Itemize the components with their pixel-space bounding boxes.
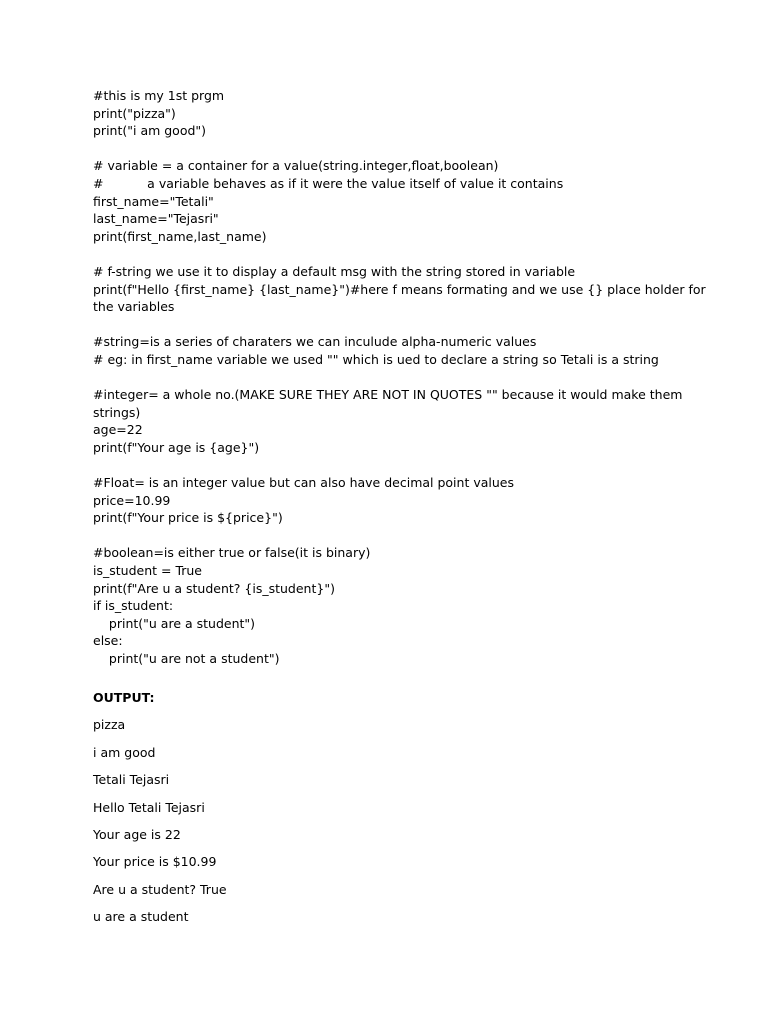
code-line: print("pizza"): [93, 105, 176, 121]
code-line: # variable = a container for a value(string.integer,float,boolean): [93, 158, 499, 174]
code-line: if is_student:: [93, 598, 174, 614]
output-line: pizza: [93, 717, 126, 733]
code-line: is_student = True: [93, 563, 202, 579]
code-line: #Float= is an integer value but can also have decimal point values: [93, 475, 514, 491]
code-line: last_name="Tejasri": [93, 211, 219, 227]
code-line: print("u are not a student"): [93, 651, 280, 666]
output-section: [93, 689, 713, 936]
code-line: # eg: in first_name variable we used "" which is ued to declare a string so Tetali is a string: [93, 351, 659, 367]
output-line: Are u a student? True: [93, 881, 227, 897]
output-line: Hello Tetali Tejasri: [93, 799, 205, 815]
output-line: i am good: [93, 744, 156, 760]
code-line: print("i am good"): [93, 123, 207, 139]
output-line: Your age is 22: [93, 826, 181, 842]
code-line: age=22: [93, 422, 143, 438]
code-line: [93, 527, 713, 545]
code-line: price=10.99: [93, 492, 171, 508]
code-line: print(f"Your price is ${price}"): [93, 510, 283, 526]
code-line: # f-string we use it to display a default msg with the string stored in variable: [93, 263, 576, 279]
code-line: #integer= a whole no.(MAKE SURE THEY ARE NOT IN QUOTES "" because it would make them strings): [93, 387, 687, 420]
code-block: [93, 87, 713, 668]
code-line: print(f"Hello {first_name} {last_name}")#here f means formating and we use {} place holder for the variables: [93, 281, 710, 315]
code-line: [93, 245, 713, 263]
code-line: # a variable behaves as if it were the value itself of value it contains: [93, 175, 564, 191]
code-line: print("u are a student"): [93, 615, 256, 631]
output-lines: [93, 716, 713, 925]
output-heading: OUTPUT:: [93, 690, 155, 705]
code-line: first_name="Tetali": [93, 193, 214, 209]
code-line: [93, 456, 713, 474]
code-line: #boolean=is either true or false(it is binary): [93, 545, 371, 561]
code-line: print(f"Your age is {age}"): [93, 439, 260, 455]
code-line: print(first_name,last_name): [93, 228, 267, 244]
code-line: [93, 369, 713, 387]
output-line: u are a student: [93, 909, 189, 925]
code-line: #this is my 1st prgm: [93, 88, 225, 103]
output-line: Your price is $10.99: [93, 854, 217, 870]
code-line: #string=is a series of charaters we can inculude alpha-numeric values: [93, 334, 537, 350]
code-line: else:: [93, 633, 123, 649]
code-line: [93, 316, 713, 334]
code-line: print(f"Are u a student? {is_student}"): [93, 580, 335, 596]
output-line: Tetali Tejasri: [93, 772, 170, 788]
code-line: [93, 140, 713, 158]
